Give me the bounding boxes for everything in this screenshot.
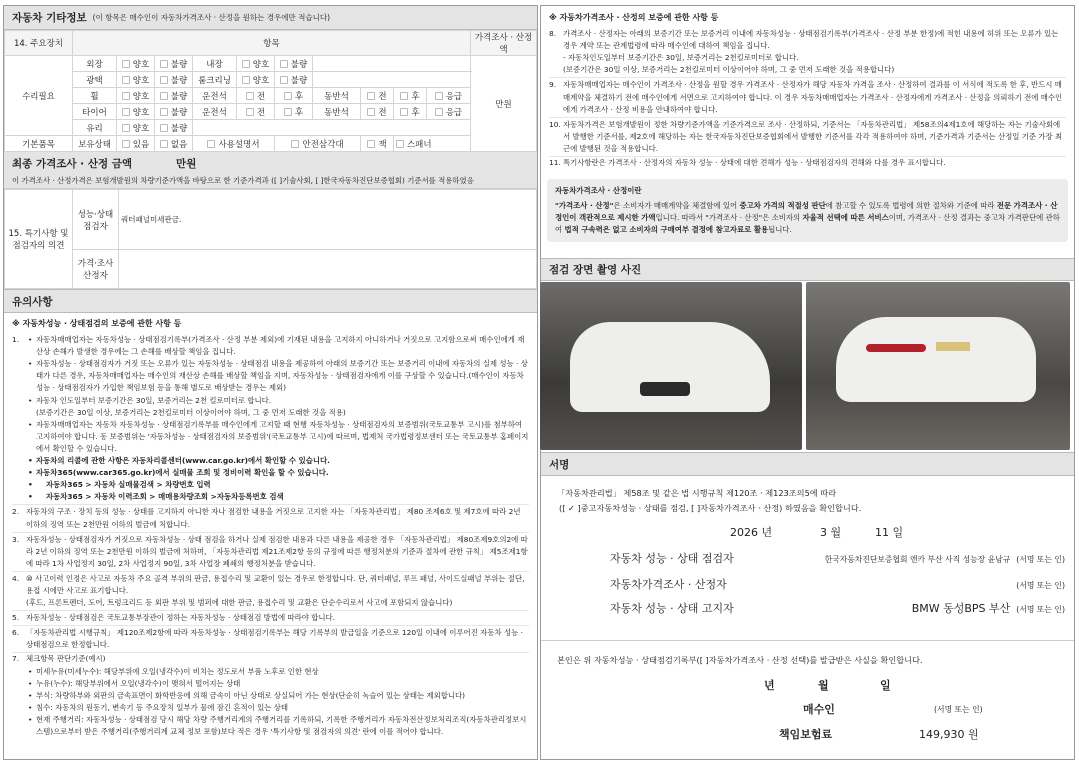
checkbox[interactable]: 전 xyxy=(361,104,394,120)
photos-title: 점검 장면 촬영 사진 xyxy=(549,264,642,276)
notice-header xyxy=(4,289,537,313)
notice-body xyxy=(4,313,537,740)
checkbox[interactable]: 후 xyxy=(275,88,313,104)
checkbox[interactable]: 양호 xyxy=(117,104,155,120)
sign-title: 서명 xyxy=(549,458,570,471)
inspector-opinion: 쿼터패널미세판금. xyxy=(119,190,537,250)
inspector-sign-note-wrap xyxy=(1016,554,1065,565)
price-definition-box xyxy=(547,179,1068,242)
receipt-day: 일 xyxy=(880,679,891,692)
checkbox[interactable]: 후 xyxy=(393,104,426,120)
checkbox[interactable]: 전 xyxy=(237,104,275,120)
receipt-text: 본인은 위 자동차성능 · 상태점검기록부([ ]자동차가격조사 · 산정 선택)를 발급받은 사실을 확인합니다. xyxy=(557,655,923,665)
sign-note: (서명 또는 인) xyxy=(1016,581,1065,590)
item-label: 운전석 xyxy=(193,104,237,120)
price-notice-subtitle: ※ 자동차가격조사 · 산정의 보증에 관한 사항 등 xyxy=(549,13,719,22)
premium-value: 149,930 원 xyxy=(919,728,979,741)
checkbox[interactable]: 있음 xyxy=(117,136,155,152)
notice-title: 유의사항 xyxy=(12,295,53,308)
sign-note: (서명 또는 인) xyxy=(1016,555,1065,564)
checkbox[interactable]: 양호 xyxy=(237,56,275,72)
checkbox[interactable]: 사용설명서 xyxy=(193,136,275,152)
checkbox[interactable]: 불량 xyxy=(275,56,313,72)
notice-item: 11. 특기사항란은 가격조사 · 산정자의 자동차 성능 · 상태에 대한 견해가 성능 · 상태점검자의 견해와 다를 경우 표시합니다. xyxy=(549,158,946,168)
final-price-section xyxy=(4,152,537,189)
item-label: 타이어 xyxy=(73,104,117,120)
appraiser-opinion xyxy=(119,250,537,289)
item-label: 광택 xyxy=(73,72,117,88)
checkbox[interactable]: 스패너 xyxy=(393,136,470,152)
item-label: 동반석 xyxy=(313,104,361,120)
item-label: 내장 xyxy=(193,56,237,72)
checkbox[interactable]: 잭 xyxy=(361,136,394,152)
photos-header xyxy=(541,258,1074,281)
item-label: 운전석 xyxy=(193,88,237,104)
price-value: 만원 xyxy=(471,56,537,152)
item-label: 룸크리닝 xyxy=(193,72,237,88)
notice-item: 7. 체크항목 판단기준(예시) • 미세누유(미세누수): 해당부위에 오일(냉각수)이 비치는 정도로서 부품 노후로 인한 현상 • 누유(누수): 해당부위에서 오일(냉각수)이 맺혀서 떨어지는 상태 • 부식: 차량하부와 외판의 금속표면이 화학반응에 의해 금속이 아닌 상태로 상실되어 가는 현상(단순히 녹슬어 있는 상태는 제외합니다) • 침수: 자동차의 원동기, 변속기 등 주요장치 일부가 물에 잠긴 흔적이 있는 상태 • 현재 주행거리: 자동차성능 · 상태점검 당시 해당 차량 주행거리계의 주행거리를 기록하되, 기록한 주행거리가 자동차전산정보처리조직(자동차관리정보시스템)으로부터 받은 주행거리(주행거리계 교체 정보 포함)보다 적은 경우 '특기사항 및 점검자의 의견' 란에 이를 적어야 합니다. xyxy=(12,653,529,738)
final-price-unit: 만원 xyxy=(176,158,197,170)
buyer-sign-note: (서명 또는 인) xyxy=(934,705,983,714)
col-header: 항목 xyxy=(73,31,471,56)
checkbox[interactable]: 양호 xyxy=(117,72,155,88)
receipt-month: 월 xyxy=(818,679,829,692)
premium-label: 책임보험료 xyxy=(779,728,833,741)
inspector-name: 한국자동차진단보증협회 엔카 부산 사직 성능장 윤남규 xyxy=(824,555,1011,564)
final-price-title: 최종 가격조사 · 산정 금액 xyxy=(12,158,133,170)
checkbox[interactable]: 없음 xyxy=(155,136,193,152)
divider xyxy=(541,640,1074,641)
notice-item: 9. 자동차매매업자는 매수인이 가격조사 · 산정을 원할 경우 가격조사 · 산정자가 해당 자동차 가격을 조사 · 산정하여 결과를 이 서식에 적도록 한 후, 반드시 매매계약을 체결하기 전에 매수인에게 서면으로 고지하여야 합니다. 이 경우 자동차매매업자는 가격조사 · 산정자에게 가격조사 · 산정을 의뢰하기 전에 매수인에게 가격조사 · 산정 비용을 안내하여야 합니다. xyxy=(549,78,1066,117)
checkbox[interactable]: 불량 xyxy=(155,72,193,88)
opinion-table xyxy=(4,189,537,289)
item-label: 유리 xyxy=(73,120,117,136)
item-label: 휠 xyxy=(73,88,117,104)
box-text: "가격조사 · 산정"은 소비자가 매매계약을 체결함에 있어 중고차 가격의 적절성 판단에 참고할 수 있도록 법령에 의한 절차와 기준에 따라 전문 가격조사 · 산정인이 객관적으로 제시한 가액입니다. 따라서 "가격조사 · 산정"은 소비자의 자율적 선택에 따른 서비스이며, 가격조사 · 산정 결과는 중고차 가격판단에 관하여 법적 구속력은 없고 소비자의 구매여부 결정에 참고자료로 활용됩니다. xyxy=(555,201,1060,235)
checkbox[interactable]: 응급 xyxy=(426,88,470,104)
sign-month: 3 월 xyxy=(820,526,842,539)
appraiser-sign-row xyxy=(610,576,1065,592)
inspection-photo-rear[interactable] xyxy=(806,282,1070,450)
checkbox[interactable]: 후 xyxy=(275,104,313,120)
sign-day: 11 일 xyxy=(875,526,904,539)
sign-note: (서명 또는 인) xyxy=(1016,605,1065,614)
sign-confirm-text: ([ ✓ ]중고자동차성능 · 상태를 점검, [ ]자동차가격조사 · 산정) 하였음을 확인합니다. xyxy=(559,503,862,513)
box-title: 자동차가격조사 · 산정이란 xyxy=(555,186,642,196)
other-info-header xyxy=(4,6,537,30)
item-label: 동반석 xyxy=(313,88,361,104)
opinion-label: 15. 특기사항 및 점검자의 의견 xyxy=(5,190,73,289)
notice-subtitle: ※ 자동차성능 · 상태점검의 보증에 관한 사항 등 xyxy=(12,319,182,328)
checkbox[interactable]: 후 xyxy=(393,88,426,104)
buyer-label: 매수인 xyxy=(803,703,835,716)
col-header: 가격조사 · 산정액 xyxy=(471,31,537,56)
notice-item: 8. 가격조사 · 산정자는 아래의 보증기간 또는 보증거리 이내에 자동차성능 · 상태점검기록부(가격조사 · 산정 부분 한정)에 적힌 내용에 허위 또는 오류가 있는 경우 계약 또는 관계법령에 따라 매수인에 대하여 책임을 집니다. - 자동차인도일부터 보증기간은 30일, 보증거리는 2천킬로미터로 합니다. (보증기간은 30일 이상, 보증거리는 2천킬로미터 이상이어야 하며, 그 중 먼저 도래한 것을 적용합니다) xyxy=(549,27,1066,78)
col-header: 14. 주요장치 xyxy=(5,31,73,56)
inspector-label: 성능·상태 점검자 xyxy=(73,190,119,250)
row-label: 기본품목 xyxy=(5,136,73,152)
notice-item: 4. ⑩ 사고이력 인정은 사고로 자동차 주요 골격 부위의 판금, 용접수리 및 교환이 있는 경우로 한정합니다. 단, 쿼터패널, 루프 패널, 사이드실패널 부위는 절단, 용접 시에만 사고로 표기합니다. (후드, 프론트펜더, 도어, 트렁크리드 등 외판 부위 및 범퍼에 대한 판금, 용접수리 및 교환은 단순수리로서 사고에 포함되지 않습니다) xyxy=(12,572,529,611)
row-label: 수리필요 xyxy=(5,56,73,136)
notifier-name: BMW 동성BPS 부산 xyxy=(911,602,1011,615)
checkbox[interactable]: 불량 xyxy=(275,72,313,88)
notice-item: 5. 자동차성능 · 상태점검은 국토교통부장관이 정하는 자동차성능 · 상태점검 방법에 따라야 합니다. xyxy=(12,611,529,626)
section-note: (이 항목은 매수인이 자동차가격조사 · 산정을 원하는 경우에만 적습니다) xyxy=(92,13,331,22)
final-price-desc: 이 가격조사 · 산정가격은 보험개발원의 차량기준가액을 바탕으로 한 기준가격과 ([ ]기술사회, [ ]한국자동차진단보증협회) 기준서를 적용하였음 xyxy=(12,176,474,185)
inspection-photo-front[interactable] xyxy=(540,282,802,450)
checkbox[interactable]: 불량 xyxy=(155,56,193,72)
checkbox[interactable]: 양호 xyxy=(117,56,155,72)
checkbox[interactable]: 양호 xyxy=(117,88,155,104)
checkbox[interactable]: 양호 xyxy=(117,120,155,136)
price-notice xyxy=(541,6,1074,171)
receipt-year: 년 xyxy=(764,679,775,692)
notifier-sign-label: 자동차 성능 · 상태 고지자 xyxy=(610,602,734,615)
notice-item: 2. 자동차의 구조 · 장치 등의 성능 · 상태를 고지하지 아니한 자나 점검한 내용을 거짓으로 고지한 자는 「자동차관리법」 제80 조제6호 및 제7호에 따라 2년 이하의 징역 또는 2천만원 이하의 벌금에 처합니다. xyxy=(12,505,529,532)
notice-item: 3. 자동차성능 · 상태점검자가 거짓으로 자동차성능 · 상태 점검을 하거나 실제 점검한 내용과 다른 내용을 제공한 경우 「자동차관리법」 제80조제9호의2에 따라 2년 이하의 징역 또는 2천만원 이하의 벌금에 처하며, 「자동차관리법 제21조제2항 등의 규정에 따른 행정처분의 기준과 절차에 관한 규칙」 제5조제1항에 따라 1차 사업정지 30일, 2차 사업정지 90일, 3차 사업장 폐쇄의 행정처분을 받습니다. xyxy=(12,533,529,572)
sign-year: 2026 년 xyxy=(730,526,773,539)
inspector-sign-row xyxy=(610,550,1065,566)
left-panel xyxy=(3,5,538,760)
notice-item: 10. 자동차가격은 보험개발원이 정한 차량기준가액을 기준가격으로 조사 · 산정하되, 기준서는 「자동차관리법」 제58조의4제1호에 해당하는 자는 기술사회에서 발행한 기준서를, 제2호에 해당하는 자는 한국자동차진단보증협회에서 발행한 기준서를 각각 적용하여야 하며, 기준가격과 기준서는 산정일 기준 가장 최근에 발행된 것을 적용합니다. xyxy=(549,118,1066,157)
checkbox[interactable]: 안전삼각대 xyxy=(275,136,361,152)
notice-item: 6. 「자동차관리법 시행규칙」 제120조제2항에 따라 자동차성능 · 상태점검기록부는 해당 기록부의 발급일을 기준으로 120일 이내에 이루어진 자동차 성능 · 상태점검으로 한정합니다. xyxy=(12,626,529,653)
item-label: 외장 xyxy=(73,56,117,72)
notifier-sign-row xyxy=(610,600,1065,616)
checkbox[interactable]: 양호 xyxy=(237,72,275,88)
inspector-sign-label: 자동차 성능 · 상태 점검자 xyxy=(610,552,734,565)
appraiser-sign-label: 자동차가격조사 · 산정자 xyxy=(610,578,727,591)
notice-item: 1. • 자동차매매업자는 자동차성능 · 상태점검기록부(가격조사 · 산정 부분 제외)에 기재된 내용을 고지하지 아니하거나 거짓으로 고지함으로써 매수인에게 재산상 손해가 발생한 경우에는 그 손해를 배상할 책임을 집니다. • 자동차성능 · 상태점검자가 거짓 또는 오류가 있는 자동차성능 · 상태점검 내용을 제공하여 아래의 보증기간 또는 보증거리 이내에 자동차의 실제 성능 · 상태가 다른 경우, 자동차매매업자는 매수인의 재산상 손해를 배상할 책임을 지며, 자동차성능 · 상태점검자에게 이를 구상할 수 있습니다.(매수인이 자동차성능 · 상태점검자가 가입한 책임보험 등을 통해 별도로 배상받는 경우는 제외) • 자동차 인도일부터 보증기간은 30일, 보증거리는 2천 킬로미터로 합니다. (보증기간은 30일 이상, 보증거리는 2천킬로미터 이상이어야 하며, 그 중 먼저 도래한 것을 적용) • 자동차매매업자는 자동차 자동차성능 · 상태점검기록부를 매수인에게 고지할 때 현행 자동차성능 · 상태점검자의 보증범위(국토교통부 고시)를 첨부하여 고지하여야 합니다. 동 보증범위는 '자동차성능 · 상태점검자의 보증범위'(국토교통부 고시)에 따르며, 법제처 국가법령정보센터 또는 국토교통부 홈페이지에서 확인할 수 있습니다. • 자동차의 리콜에 관한 사항은 자동차리콜센터(www.car.go.kr)에서 확인할 수 있습니다. • 자동차365(www.car365.go.kr)에서 실매물 조회 및 정비이력 확인을 할 수 있습니다. • 자동차365 > 자동차 실매물검색 > 차량번호 입력 • 자동차365 > 자동차 이력조회 > 매매용차량조회 >자동차등록번호 검색 xyxy=(12,333,529,505)
item-label: 보유상태 xyxy=(73,136,117,152)
checkbox[interactable]: 전 xyxy=(361,88,394,104)
checkbox[interactable]: 불량 xyxy=(155,104,193,120)
checkbox[interactable]: 불량 xyxy=(155,120,193,136)
checkbox[interactable]: 전 xyxy=(237,88,275,104)
checkbox[interactable]: 불량 xyxy=(155,88,193,104)
appraiser-label: 가격·조사 산정자 xyxy=(73,250,119,289)
section-title: 자동차 기타정보 xyxy=(12,12,87,24)
checkbox[interactable]: 응급 xyxy=(426,104,470,120)
sign-header xyxy=(541,452,1074,476)
sign-law-text: 「자동차관리법」 제58조 및 같은 법 시행규칙 제120조 · 제123조의5에 따라 xyxy=(557,488,837,498)
devices-table xyxy=(4,30,537,152)
